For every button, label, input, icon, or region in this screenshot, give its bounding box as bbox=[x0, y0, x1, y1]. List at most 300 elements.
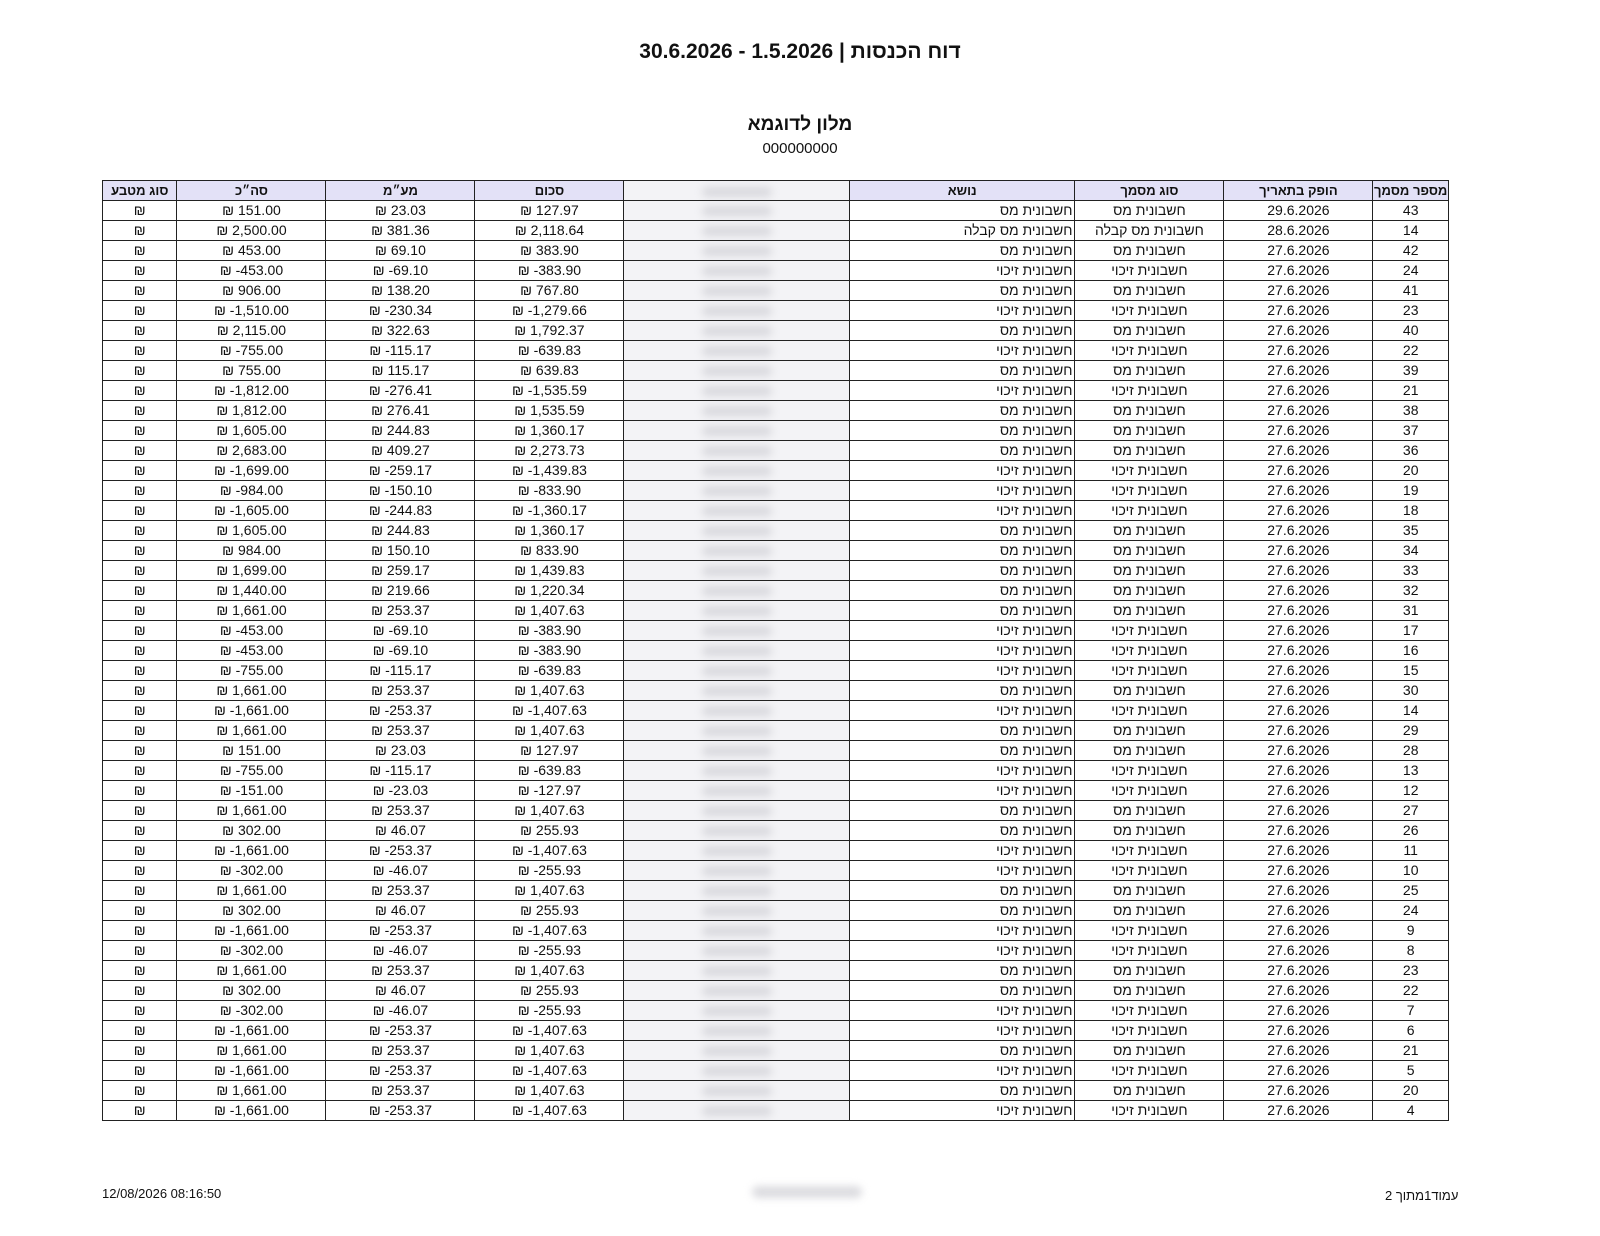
redacted-mark bbox=[702, 746, 772, 756]
cell-vat: ₪ -46.07 bbox=[326, 1001, 475, 1021]
cell-doc-number: 26 bbox=[1373, 821, 1449, 841]
company-id: 000000000 bbox=[762, 140, 838, 157]
cell-issued-date: 27.6.2026 bbox=[1224, 561, 1373, 581]
cell-redacted bbox=[624, 761, 850, 781]
cell-doc-type: חשבונית זיכוי bbox=[1075, 661, 1224, 681]
cell-doc-type: חשבונית מס bbox=[1075, 401, 1224, 421]
cell-issued-date: 27.6.2026 bbox=[1224, 861, 1373, 881]
table-row bbox=[103, 601, 1449, 621]
cell-subject: חשבונית זיכוי bbox=[849, 761, 1075, 781]
table-row bbox=[103, 421, 1449, 441]
redacted-mark bbox=[702, 286, 772, 296]
cell-vat: ₪ 253.37 bbox=[326, 681, 475, 701]
cell-doc-type: חשבונית מס bbox=[1075, 881, 1224, 901]
cell-doc-number: 41 bbox=[1373, 281, 1449, 301]
cell-vat: ₪ -69.10 bbox=[326, 641, 475, 661]
table-row bbox=[103, 561, 1449, 581]
redacted-mark bbox=[702, 666, 772, 676]
cell-redacted bbox=[624, 701, 850, 721]
cell-amount: ₪ -1,407.63 bbox=[475, 701, 624, 721]
table-row bbox=[103, 1001, 1449, 1021]
cell-issued-date: 27.6.2026 bbox=[1224, 1041, 1373, 1061]
cell-amount: ₪ -255.93 bbox=[475, 1001, 624, 1021]
cell-subject: חשבונית מס bbox=[849, 901, 1075, 921]
footer-redacted bbox=[752, 1186, 862, 1198]
cell-subject: חשבונית זיכוי bbox=[849, 941, 1075, 961]
table-row bbox=[103, 961, 1449, 981]
cell-redacted bbox=[624, 841, 850, 861]
cell-vat: ₪ -253.37 bbox=[326, 1021, 475, 1041]
cell-currency: ₪ bbox=[103, 421, 177, 441]
cell-redacted bbox=[624, 641, 850, 661]
cell-vat: ₪ -253.37 bbox=[326, 921, 475, 941]
redacted-mark bbox=[702, 866, 772, 876]
redacted-mark bbox=[702, 526, 772, 536]
cell-doc-number: 18 bbox=[1373, 501, 1449, 521]
cell-issued-date: 27.6.2026 bbox=[1224, 881, 1373, 901]
table-row bbox=[103, 541, 1449, 561]
cell-total: ₪ 1,661.00 bbox=[177, 801, 326, 821]
cell-amount: ₪ 1,407.63 bbox=[475, 1081, 624, 1101]
cell-subject: חשבונית מס bbox=[849, 881, 1075, 901]
cell-total: ₪ -1,661.00 bbox=[177, 1021, 326, 1041]
cell-doc-type: חשבונית מס bbox=[1075, 721, 1224, 741]
cell-currency: ₪ bbox=[103, 901, 177, 921]
cell-redacted bbox=[624, 1041, 850, 1061]
redacted-mark bbox=[702, 646, 772, 656]
cell-doc-number: 39 bbox=[1373, 361, 1449, 381]
cell-total: ₪ -1,510.00 bbox=[177, 301, 326, 321]
cell-doc-type: חשבונית מס bbox=[1075, 741, 1224, 761]
cell-redacted bbox=[624, 221, 850, 241]
cell-issued-date: 27.6.2026 bbox=[1224, 961, 1373, 981]
cell-doc-number: 33 bbox=[1373, 561, 1449, 581]
cell-total: ₪ -755.00 bbox=[177, 761, 326, 781]
cell-doc-number: 4 bbox=[1373, 1101, 1449, 1121]
cell-currency: ₪ bbox=[103, 461, 177, 481]
cell-issued-date: 27.6.2026 bbox=[1224, 261, 1373, 281]
cell-subject: חשבונית זיכוי bbox=[849, 841, 1075, 861]
redacted-mark bbox=[702, 986, 772, 996]
cell-issued-date: 27.6.2026 bbox=[1224, 1061, 1373, 1081]
cell-total: ₪ -1,661.00 bbox=[177, 1061, 326, 1081]
cell-total: ₪ -302.00 bbox=[177, 1001, 326, 1021]
cell-total: ₪ -1,661.00 bbox=[177, 921, 326, 941]
cell-currency: ₪ bbox=[103, 701, 177, 721]
cell-amount: ₪ 1,407.63 bbox=[475, 801, 624, 821]
cell-vat: ₪ -259.17 bbox=[326, 461, 475, 481]
cell-redacted bbox=[624, 361, 850, 381]
redacted-mark bbox=[702, 726, 772, 736]
cell-doc-number: 14 bbox=[1373, 221, 1449, 241]
cell-doc-type: חשבונית מס bbox=[1075, 361, 1224, 381]
cell-subject: חשבונית מס bbox=[849, 401, 1075, 421]
cell-subject: חשבונית זיכוי bbox=[849, 481, 1075, 501]
cell-amount: ₪ 127.97 bbox=[475, 741, 624, 761]
cell-issued-date: 27.6.2026 bbox=[1224, 521, 1373, 541]
table-row bbox=[103, 581, 1449, 601]
cell-amount: ₪ -1,439.83 bbox=[475, 461, 624, 481]
cell-currency: ₪ bbox=[103, 1041, 177, 1061]
redacted-mark bbox=[702, 946, 772, 956]
redacted-mark bbox=[702, 606, 772, 616]
cell-vat: ₪ -244.83 bbox=[326, 501, 475, 521]
cell-doc-number: 42 bbox=[1373, 241, 1449, 261]
cell-subject: חשבונית מס bbox=[849, 541, 1075, 561]
redacted-mark bbox=[702, 266, 772, 276]
cell-vat: ₪ 253.37 bbox=[326, 601, 475, 621]
cell-currency: ₪ bbox=[103, 241, 177, 261]
cell-doc-type: חשבונית מס bbox=[1075, 961, 1224, 981]
cell-total: ₪ 2,500.00 bbox=[177, 221, 326, 241]
cell-vat: ₪ -46.07 bbox=[326, 861, 475, 881]
redacted-mark bbox=[702, 886, 772, 896]
cell-currency: ₪ bbox=[103, 841, 177, 861]
cell-currency: ₪ bbox=[103, 981, 177, 1001]
cell-doc-type: חשבונית מס bbox=[1075, 901, 1224, 921]
cell-currency: ₪ bbox=[103, 861, 177, 881]
cell-total: ₪ -453.00 bbox=[177, 641, 326, 661]
cell-doc-type: חשבונית מס bbox=[1075, 981, 1224, 1001]
cell-subject: חשבונית זיכוי bbox=[849, 381, 1075, 401]
cell-issued-date: 27.6.2026 bbox=[1224, 321, 1373, 341]
cell-vat: ₪ 253.37 bbox=[326, 721, 475, 741]
cell-issued-date: 27.6.2026 bbox=[1224, 381, 1373, 401]
cell-currency: ₪ bbox=[103, 541, 177, 561]
cell-total: ₪ 906.00 bbox=[177, 281, 326, 301]
cell-amount: ₪ -255.93 bbox=[475, 941, 624, 961]
cell-vat: ₪ 244.83 bbox=[326, 421, 475, 441]
header-subject: נושא bbox=[849, 181, 1075, 201]
cell-total: ₪ 1,661.00 bbox=[177, 961, 326, 981]
cell-amount: ₪ -1,407.63 bbox=[475, 1101, 624, 1121]
cell-currency: ₪ bbox=[103, 381, 177, 401]
cell-redacted bbox=[624, 301, 850, 321]
table-row bbox=[103, 301, 1449, 321]
cell-issued-date: 27.6.2026 bbox=[1224, 501, 1373, 521]
cell-total: ₪ 1,440.00 bbox=[177, 581, 326, 601]
cell-doc-type: חשבונית זיכוי bbox=[1075, 381, 1224, 401]
cell-vat: ₪ 46.07 bbox=[326, 821, 475, 841]
cell-amount: ₪ 1,360.17 bbox=[475, 521, 624, 541]
cell-doc-number: 8 bbox=[1373, 941, 1449, 961]
cell-doc-number: 9 bbox=[1373, 921, 1449, 941]
cell-subject: חשבונית זיכוי bbox=[849, 1101, 1075, 1121]
cell-issued-date: 28.6.2026 bbox=[1224, 221, 1373, 241]
cell-redacted bbox=[624, 461, 850, 481]
redacted-mark bbox=[702, 926, 772, 936]
cell-vat: ₪ -253.37 bbox=[326, 701, 475, 721]
redacted-mark bbox=[702, 486, 772, 496]
cell-doc-number: 29 bbox=[1373, 721, 1449, 741]
cell-issued-date: 27.6.2026 bbox=[1224, 1101, 1373, 1121]
cell-doc-number: 38 bbox=[1373, 401, 1449, 421]
cell-subject: חשבונית מס bbox=[849, 961, 1075, 981]
cell-doc-type: חשבונית מס bbox=[1075, 421, 1224, 441]
cell-total: ₪ -453.00 bbox=[177, 261, 326, 281]
cell-redacted bbox=[624, 601, 850, 621]
cell-doc-number: 31 bbox=[1373, 601, 1449, 621]
cell-doc-type: חשבונית זיכוי bbox=[1075, 1061, 1224, 1081]
cell-subject: חשבונית זיכוי bbox=[849, 461, 1075, 481]
cell-amount: ₪ 127.97 bbox=[475, 201, 624, 221]
cell-doc-number: 12 bbox=[1373, 781, 1449, 801]
cell-amount: ₪ 1,535.59 bbox=[475, 401, 624, 421]
cell-doc-number: 20 bbox=[1373, 461, 1449, 481]
cell-doc-type: חשבונית מס bbox=[1075, 281, 1224, 301]
redacted-mark bbox=[702, 226, 772, 236]
cell-doc-number: 40 bbox=[1373, 321, 1449, 341]
table-body bbox=[103, 201, 1449, 1121]
cell-vat: ₪ 138.20 bbox=[326, 281, 475, 301]
cell-subject: חשבונית מס bbox=[849, 741, 1075, 761]
cell-total: ₪ 1,605.00 bbox=[177, 421, 326, 441]
table-row bbox=[103, 841, 1449, 861]
redacted-mark bbox=[702, 246, 772, 256]
cell-currency: ₪ bbox=[103, 621, 177, 641]
cell-amount: ₪ 1,407.63 bbox=[475, 721, 624, 741]
cell-total: ₪ -755.00 bbox=[177, 341, 326, 361]
cell-total: ₪ 1,661.00 bbox=[177, 601, 326, 621]
cell-doc-number: 24 bbox=[1373, 261, 1449, 281]
cell-total: ₪ 755.00 bbox=[177, 361, 326, 381]
cell-total: ₪ 151.00 bbox=[177, 201, 326, 221]
cell-issued-date: 27.6.2026 bbox=[1224, 921, 1373, 941]
cell-doc-type: חשבונית מס bbox=[1075, 201, 1224, 221]
cell-issued-date: 27.6.2026 bbox=[1224, 821, 1373, 841]
cell-vat: ₪ -23.03 bbox=[326, 781, 475, 801]
cell-doc-number: 6 bbox=[1373, 1021, 1449, 1041]
cell-currency: ₪ bbox=[103, 681, 177, 701]
cell-redacted bbox=[624, 741, 850, 761]
cell-subject: חשבונית מס bbox=[849, 561, 1075, 581]
cell-doc-number: 17 bbox=[1373, 621, 1449, 641]
cell-redacted bbox=[624, 821, 850, 841]
cell-doc-type: חשבונית זיכוי bbox=[1075, 841, 1224, 861]
cell-currency: ₪ bbox=[103, 321, 177, 341]
income-table bbox=[102, 180, 1449, 1121]
cell-currency: ₪ bbox=[103, 1081, 177, 1101]
table-row bbox=[103, 821, 1449, 841]
cell-doc-type: חשבונית זיכוי bbox=[1075, 341, 1224, 361]
cell-amount: ₪ -1,360.17 bbox=[475, 501, 624, 521]
table-row bbox=[103, 461, 1449, 481]
redacted-mark bbox=[702, 626, 772, 636]
cell-redacted bbox=[624, 581, 850, 601]
cell-doc-number: 35 bbox=[1373, 521, 1449, 541]
cell-currency: ₪ bbox=[103, 641, 177, 661]
cell-issued-date: 27.6.2026 bbox=[1224, 461, 1373, 481]
cell-currency: ₪ bbox=[103, 501, 177, 521]
redacted-mark bbox=[702, 366, 772, 376]
redacted-mark bbox=[702, 1086, 772, 1096]
cell-redacted bbox=[624, 261, 850, 281]
cell-issued-date: 27.6.2026 bbox=[1224, 241, 1373, 261]
cell-issued-date: 27.6.2026 bbox=[1224, 301, 1373, 321]
cell-issued-date: 27.6.2026 bbox=[1224, 681, 1373, 701]
table-row bbox=[103, 361, 1449, 381]
footer-timestamp: 12/08/2026 08:16:50 bbox=[102, 1186, 222, 1201]
cell-currency: ₪ bbox=[103, 441, 177, 461]
cell-doc-type: חשבונית מס bbox=[1075, 581, 1224, 601]
cell-vat: ₪ 23.03 bbox=[326, 741, 475, 761]
cell-redacted bbox=[624, 341, 850, 361]
cell-currency: ₪ bbox=[103, 1061, 177, 1081]
cell-currency: ₪ bbox=[103, 581, 177, 601]
cell-total: ₪ 302.00 bbox=[177, 981, 326, 1001]
cell-issued-date: 27.6.2026 bbox=[1224, 741, 1373, 761]
cell-redacted bbox=[624, 981, 850, 1001]
cell-amount: ₪ -1,279.66 bbox=[475, 301, 624, 321]
cell-vat: ₪ 219.66 bbox=[326, 581, 475, 601]
cell-total: ₪ -151.00 bbox=[177, 781, 326, 801]
redacted-mark bbox=[702, 1046, 772, 1056]
cell-doc-type: חשבונית זיכוי bbox=[1075, 301, 1224, 321]
cell-amount: ₪ 1,792.37 bbox=[475, 321, 624, 341]
cell-issued-date: 27.6.2026 bbox=[1224, 841, 1373, 861]
cell-redacted bbox=[624, 541, 850, 561]
cell-currency: ₪ bbox=[103, 361, 177, 381]
cell-currency: ₪ bbox=[103, 721, 177, 741]
cell-redacted bbox=[624, 941, 850, 961]
cell-doc-type: חשבונית זיכוי bbox=[1075, 781, 1224, 801]
cell-currency: ₪ bbox=[103, 341, 177, 361]
cell-vat: ₪ 253.37 bbox=[326, 1081, 475, 1101]
cell-redacted bbox=[624, 1001, 850, 1021]
cell-subject: חשבונית זיכוי bbox=[849, 861, 1075, 881]
cell-subject: חשבונית מס bbox=[849, 241, 1075, 261]
cell-doc-number: 23 bbox=[1373, 301, 1449, 321]
cell-issued-date: 27.6.2026 bbox=[1224, 1001, 1373, 1021]
cell-amount: ₪ 1,439.83 bbox=[475, 561, 624, 581]
cell-doc-type: חשבונית מס bbox=[1075, 521, 1224, 541]
cell-doc-type: חשבונית זיכוי bbox=[1075, 641, 1224, 661]
table-row bbox=[103, 401, 1449, 421]
cell-amount: ₪ -1,407.63 bbox=[475, 921, 624, 941]
table-row bbox=[103, 1041, 1449, 1061]
table-row bbox=[103, 1101, 1449, 1121]
header-doc-type: סוג מסמך bbox=[1075, 181, 1224, 201]
cell-doc-number: 22 bbox=[1373, 341, 1449, 361]
redacted-mark bbox=[702, 706, 772, 716]
cell-doc-type: חשבונית זיכוי bbox=[1075, 621, 1224, 641]
cell-vat: ₪ 409.27 bbox=[326, 441, 475, 461]
cell-redacted bbox=[624, 1081, 850, 1101]
table-row bbox=[103, 641, 1449, 661]
cell-subject: חשבונית זיכוי bbox=[849, 1001, 1075, 1021]
cell-total: ₪ -984.00 bbox=[177, 481, 326, 501]
header-currency: סוג מטבע bbox=[103, 181, 177, 201]
cell-doc-type: חשבונית מס bbox=[1075, 321, 1224, 341]
cell-doc-type: חשבונית מס bbox=[1075, 541, 1224, 561]
cell-subject: חשבונית מס bbox=[849, 821, 1075, 841]
header-redacted bbox=[624, 181, 850, 201]
cell-currency: ₪ bbox=[103, 741, 177, 761]
cell-issued-date: 27.6.2026 bbox=[1224, 441, 1373, 461]
header-doc-number: מספר מסמך bbox=[1373, 181, 1449, 201]
redacted-mark bbox=[702, 586, 772, 596]
cell-amount: ₪ -639.83 bbox=[475, 341, 624, 361]
redacted-mark bbox=[702, 686, 772, 696]
cell-doc-number: 10 bbox=[1373, 861, 1449, 881]
cell-total: ₪ 1,661.00 bbox=[177, 881, 326, 901]
cell-doc-type: חשבונית מס bbox=[1075, 821, 1224, 841]
table-row bbox=[103, 941, 1449, 961]
cell-doc-number: 25 bbox=[1373, 881, 1449, 901]
cell-vat: ₪ -46.07 bbox=[326, 941, 475, 961]
cell-total: ₪ -302.00 bbox=[177, 861, 326, 881]
cell-doc-type: חשבונית זיכוי bbox=[1075, 761, 1224, 781]
cell-subject: חשבונית מס bbox=[849, 801, 1075, 821]
cell-doc-number: 30 bbox=[1373, 681, 1449, 701]
cell-doc-type: חשבונית זיכוי bbox=[1075, 461, 1224, 481]
table-row bbox=[103, 741, 1449, 761]
table-row bbox=[103, 501, 1449, 521]
cell-issued-date: 27.6.2026 bbox=[1224, 721, 1373, 741]
cell-subject: חשבונית זיכוי bbox=[849, 1061, 1075, 1081]
cell-redacted bbox=[624, 401, 850, 421]
table-row bbox=[103, 701, 1449, 721]
cell-doc-number: 21 bbox=[1373, 381, 1449, 401]
table-row bbox=[103, 341, 1449, 361]
cell-total: ₪ 1,699.00 bbox=[177, 561, 326, 581]
cell-total: ₪ -1,661.00 bbox=[177, 701, 326, 721]
cell-amount: ₪ 2,273.73 bbox=[475, 441, 624, 461]
cell-redacted bbox=[624, 201, 850, 221]
table-row bbox=[103, 1021, 1449, 1041]
cell-doc-number: 24 bbox=[1373, 901, 1449, 921]
table-row bbox=[103, 721, 1449, 741]
table-row bbox=[103, 441, 1449, 461]
company-name: מלון לדוגמא bbox=[747, 114, 853, 135]
redacted-mark bbox=[702, 187, 772, 197]
cell-redacted bbox=[624, 521, 850, 541]
cell-total: ₪ 2,683.00 bbox=[177, 441, 326, 461]
cell-subject: חשבונית זיכוי bbox=[849, 1021, 1075, 1041]
table-row bbox=[103, 321, 1449, 341]
cell-total: ₪ -755.00 bbox=[177, 661, 326, 681]
cell-doc-number: 15 bbox=[1373, 661, 1449, 681]
cell-redacted bbox=[624, 1101, 850, 1121]
cell-amount: ₪ -383.90 bbox=[475, 641, 624, 661]
cell-vat: ₪ -253.37 bbox=[326, 841, 475, 861]
table-row bbox=[103, 621, 1449, 641]
cell-doc-number: 27 bbox=[1373, 801, 1449, 821]
cell-vat: ₪ 253.37 bbox=[326, 1041, 475, 1061]
cell-doc-number: 21 bbox=[1373, 1041, 1449, 1061]
cell-subject: חשבונית מס bbox=[849, 281, 1075, 301]
header-total: סה״כ bbox=[177, 181, 326, 201]
cell-redacted bbox=[624, 241, 850, 261]
cell-currency: ₪ bbox=[103, 281, 177, 301]
cell-amount: ₪ -1,407.63 bbox=[475, 841, 624, 861]
redacted-mark bbox=[702, 466, 772, 476]
cell-doc-type: חשבונית זיכוי bbox=[1075, 501, 1224, 521]
cell-total: ₪ -1,812.00 bbox=[177, 381, 326, 401]
cell-subject: חשבונית מס bbox=[849, 521, 1075, 541]
header-issued: הופק בתאריך bbox=[1224, 181, 1373, 201]
table-row bbox=[103, 881, 1449, 901]
cell-amount: ₪ 1,407.63 bbox=[475, 881, 624, 901]
cell-vat: ₪ 253.37 bbox=[326, 801, 475, 821]
redacted-mark bbox=[702, 206, 772, 216]
redacted-mark bbox=[702, 566, 772, 576]
table-row bbox=[103, 281, 1449, 301]
cell-doc-type: חשבונית מס bbox=[1075, 801, 1224, 821]
cell-subject: חשבונית מס bbox=[849, 581, 1075, 601]
cell-redacted bbox=[624, 421, 850, 441]
cell-redacted bbox=[624, 721, 850, 741]
